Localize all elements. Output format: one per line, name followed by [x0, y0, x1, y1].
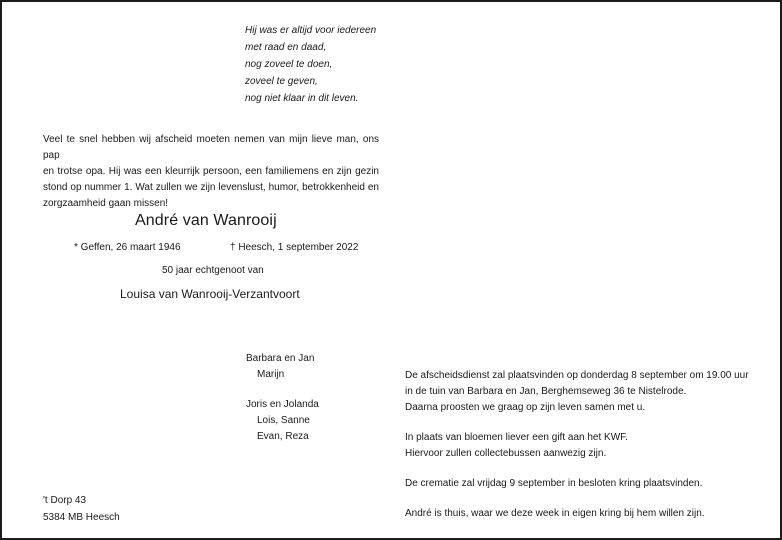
- poem-line: nog niet klaar in dit leven.: [245, 93, 359, 104]
- address-city: 5384 MB Heesch: [43, 512, 120, 523]
- cremation-paragraph: [405, 476, 749, 492]
- intro-line: en trotse opa. Hij was een kleurrijk persoon, een familiemens en zijn gezin: [43, 166, 379, 177]
- home-paragraph: [405, 506, 749, 522]
- intro-line: stond op nummer 1. Wat zullen we zijn levenslust, humor, betrokkenheid en: [43, 182, 379, 193]
- notice-line: De afscheidsdienst zal plaatsvinden op donderdag 8 september om 19.00 uur: [405, 370, 749, 381]
- family-children: Evan, Reza: [257, 431, 309, 442]
- notice-line: in de tuin van Barbara en Jan, Berghemseweg 36 te Nistelrode.: [405, 386, 687, 397]
- poem-line: nog zoveel te doen,: [245, 59, 333, 70]
- family-parents: Joris en Jolanda: [246, 399, 319, 410]
- notice-line: Hiervoor zullen collectebussen aanwezig zijn.: [405, 448, 607, 459]
- funeral-notice: [405, 368, 749, 536]
- family-parents: Barbara en Jan: [246, 353, 315, 364]
- deceased-name: André van Wanrooij: [135, 212, 277, 229]
- poem-line: zoveel te geven,: [245, 76, 318, 87]
- flowers-paragraph: [405, 430, 749, 462]
- address: [43, 492, 120, 526]
- family-children: Marijn: [257, 369, 285, 380]
- intro-text: [43, 132, 379, 212]
- spouse-name: Louisa van Wanrooij-Verzantvoort: [120, 287, 300, 301]
- address-street: 't Dorp 43: [43, 495, 87, 506]
- intro-line: zorgzaamheid gaan missen!: [43, 198, 169, 209]
- notice-line: De crematie zal vrijdag 9 september in besloten kring plaatsvinden.: [405, 478, 703, 489]
- family-list: [246, 351, 319, 459]
- notice-line: In plaats van bloemen liever een gift aan het KWF.: [405, 432, 628, 443]
- family-group: [246, 351, 319, 383]
- notice-line: André is thuis, waar we deze week in eigen kring bij hem willen zijn.: [405, 508, 705, 519]
- marriage-line: 50 jaar echtgenoot van: [162, 265, 264, 276]
- notice-line: Daarna proosten we graag op zijn leven samen met u.: [405, 402, 646, 413]
- family-group: [246, 397, 319, 445]
- family-children: Lois, Sanne: [257, 415, 310, 426]
- death-info: † Heesch, 1 september 2022: [230, 242, 359, 253]
- service-paragraph: [405, 368, 749, 416]
- birth-info: * Geffen, 26 maart 1946: [74, 242, 181, 253]
- poem: [245, 22, 376, 107]
- intro-line: Veel te snel hebben wij afscheid moeten nemen van mijn lieve man, ons pap: [43, 134, 379, 161]
- poem-line: Hij was er altijd voor iedereen: [245, 25, 377, 36]
- poem-line: met raad en daad,: [245, 42, 327, 53]
